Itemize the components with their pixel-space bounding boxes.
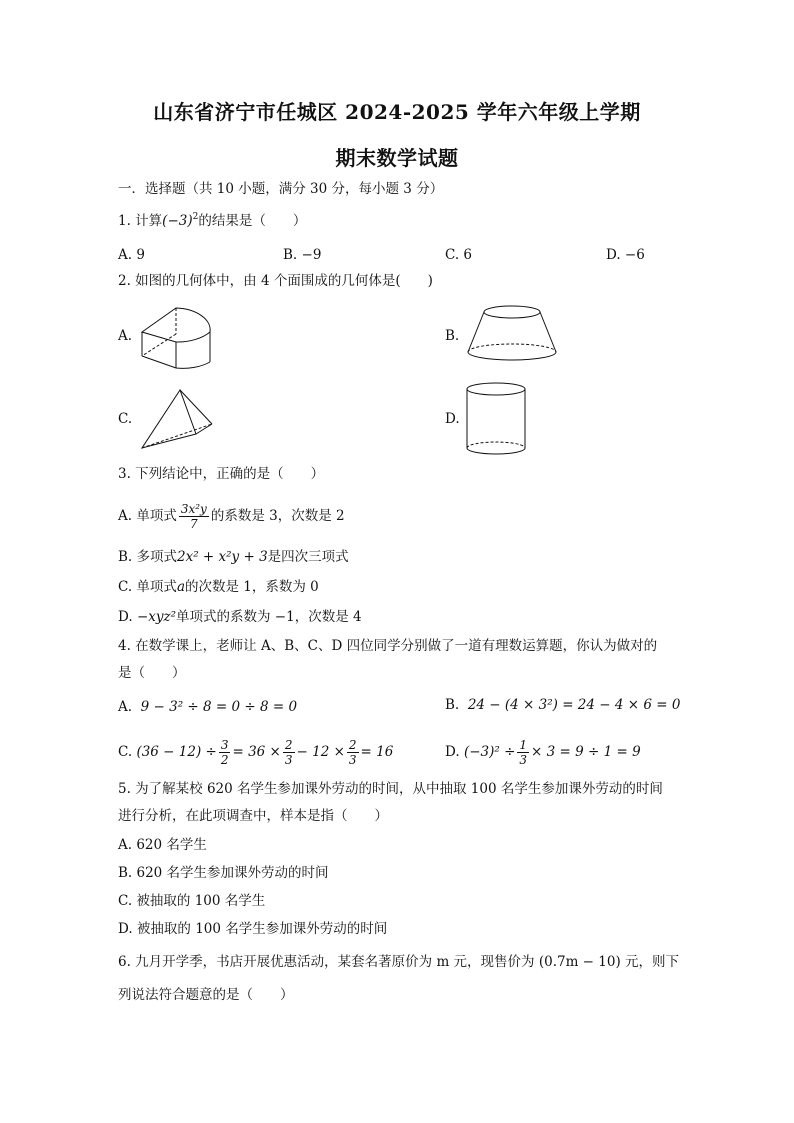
question-3-option-b: B. 多项式2x² + x²y + 3是四次三项式 [118,549,349,565]
section-heading: 一．选择题（共 10 小题，满分 30 分，每小题 3 分） [118,181,444,197]
sector-prism-figure [136,298,216,370]
question-4-stem-line2: 是（ ） [118,665,186,681]
question-4-option-d: D. (−3)² ÷ $\frac{1}{3}$ × 3 = 9 ÷ 1 = 9 [445,738,641,767]
page-subtitle: 期末数学试题 [335,146,459,170]
question-1-option-d: D. −6 [606,247,645,263]
page-title: 山东省济宁市任城区 2024-2025 学年六年级上学期 [153,100,641,124]
question-5-stem-line2: 进行分析，在此项调查中，样本是指（ ） [118,808,388,824]
question-2-option-a: A. [118,328,133,344]
question-5-option-c: C. 被抽取的 100 名学生 [118,893,266,909]
question-2-stem: 2. 如图的几何体中，由 4 个面围成的几何体是( ) [118,273,433,289]
question-6-stem-line2: 列说法符合题意的是（ ） [118,987,294,1003]
question-3-option-a: A. 单项式 $\frac{\text{3x²y}}{7}$ 的系数是 3，次数是 2 [118,502,345,531]
question-3-option-c: C. 单项式a的次数是 1，系数为 0 [118,579,319,595]
question-2-option-d: D. [445,411,460,427]
frustum-figure [464,302,560,364]
monomial-fraction: $\frac{\text{3x²y}}{7}$ [180,502,207,531]
question-2-option-c: C. [118,411,133,427]
question-1-option-b: B. −9 [283,247,322,263]
question-4-stem-line1: 4. 在数学课上，老师让 A、B、C、D 四位同学分别做了一道有理数运算题，你认为做对的 [118,638,658,654]
question-5-stem-line1: 5. 为了解某校 620 名学生参加课外劳动的时间，从中抽取 100 名学生参加课外劳动的时间 [118,781,663,797]
question-5-option-a: A. 620 名学生 [118,837,207,853]
question-4-option-a: A. 9 − 3² ÷ 8 = 0 ÷ 8 = 0 [118,699,298,715]
question-4-option-b: B. 24 − (4 × 3²) = 24 − 4 × 6 = 0 [445,697,681,713]
question-1-stem: 1. 计算$(-3)^2$的结果是（ ） [118,212,307,229]
cylinder-figure [463,380,529,458]
question-3-option-d: D. −xyz²单项式的系数为 −1，次数是 4 [118,609,362,625]
question-6-stem-line1: 6. 九月开学季，书店开展优惠活动，某套名著原价为 m 元，现售价为 (0.7m − 10) 元，则下 [118,954,680,970]
pyramid-figure [138,386,218,452]
question-1-option-a: A. 9 [118,247,145,263]
question-5-option-d: D. 被抽取的 100 名学生参加课外劳动的时间 [118,921,388,937]
question-1-option-c: C. 6 [445,247,473,263]
question-4-option-c: C. (36 − 12) ÷ $\frac{3}{2}$ = 36 × $\frac{2}{3}$ − 12 × $\frac{2}{3}$ = 16 [118,738,394,767]
question-3-stem: 3. 下列结论中，正确的是（ ） [118,466,325,482]
question-5-option-b: B. 620 名学生参加课外劳动的时间 [118,865,329,881]
question-2-option-b: B. [445,328,460,344]
